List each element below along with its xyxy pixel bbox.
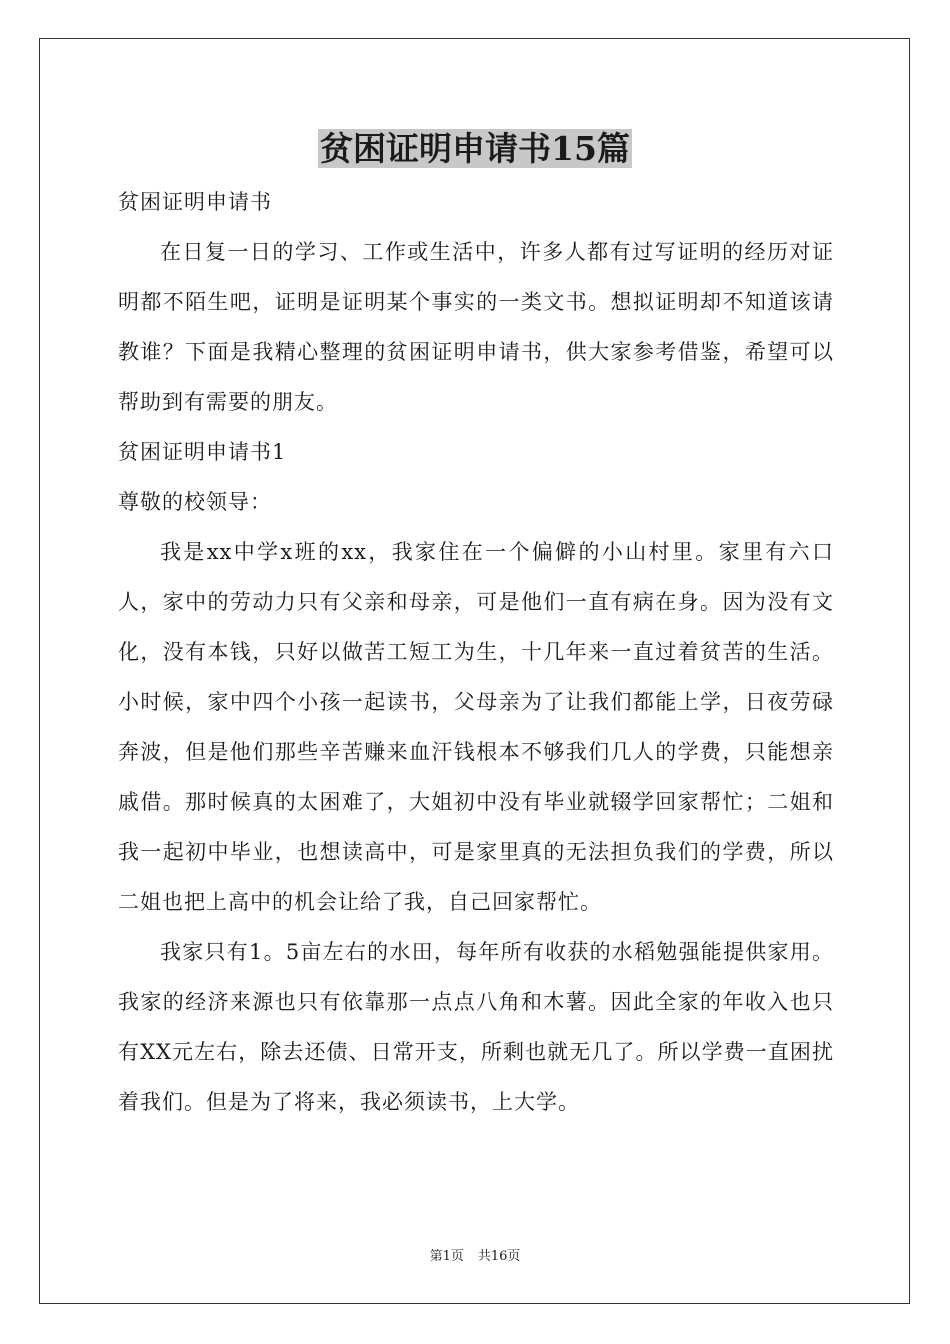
section-heading: 贫困证明申请书1 bbox=[118, 440, 287, 464]
intro-paragraph: 在日复一日的学习、工作或生活中，许多人都有过写证明的经历对证明都不陌生吧，证明是证明某个事实的一类文书。想拟证明却不知道该请教谁？下面是我精心整理的贫困证明申请书，供大家参考借鉴，希望可以帮助到有需要的朋友。 bbox=[118, 240, 834, 414]
body-paragraph: 我是xx中学x班的xx，我家住在一个偏僻的小山村里。家里有六口人，家中的劳动力只有父亲和母亲，可是他们一直有病在身。因为没有文化，没有本钱，只好以做苦工短工为生，十几年来一直过着贫苦的生活。小时候，家中四个小孩一起读书，父母亲为了让我们都能上学，日夜劳碌奔波，但是他们那些辛苦赚来血汗钱根本不够我们几人的学费，只能想亲戚借。那时候真的太困难了，大姐初中没有毕业就辍学回家帮忙；二姐和我一起初中毕业，也想读高中，可是家里真的无法担负我们的学费，所以二姐也把上高中的机会让给了我，自己回家帮忙。 bbox=[118, 540, 834, 914]
body-paragraph: 我家只有1。5亩左右的水田，每年所有收获的水稻勉强能提供家用。我家的经济来源也只有依靠那一点点八角和木薯。因此全家的年收入也只有XX元左右，除去还债、日常开支，所剩也就无几了。所以学费一直困扰着我们。但是为了将来，我必须读书，上大学。 bbox=[118, 940, 834, 1114]
document-title bbox=[0, 127, 950, 171]
document-title-text: 贫困证明申请书15篇 bbox=[320, 129, 630, 168]
page-footer bbox=[0, 1248, 950, 1266]
section-heading: 贫困证明申请书 bbox=[118, 190, 272, 214]
document-body bbox=[118, 177, 834, 1127]
salutation: 尊敬的校领导： bbox=[118, 490, 272, 514]
page-number: 第1页 bbox=[429, 1249, 464, 1264]
page-total: 共16页 bbox=[477, 1249, 521, 1264]
